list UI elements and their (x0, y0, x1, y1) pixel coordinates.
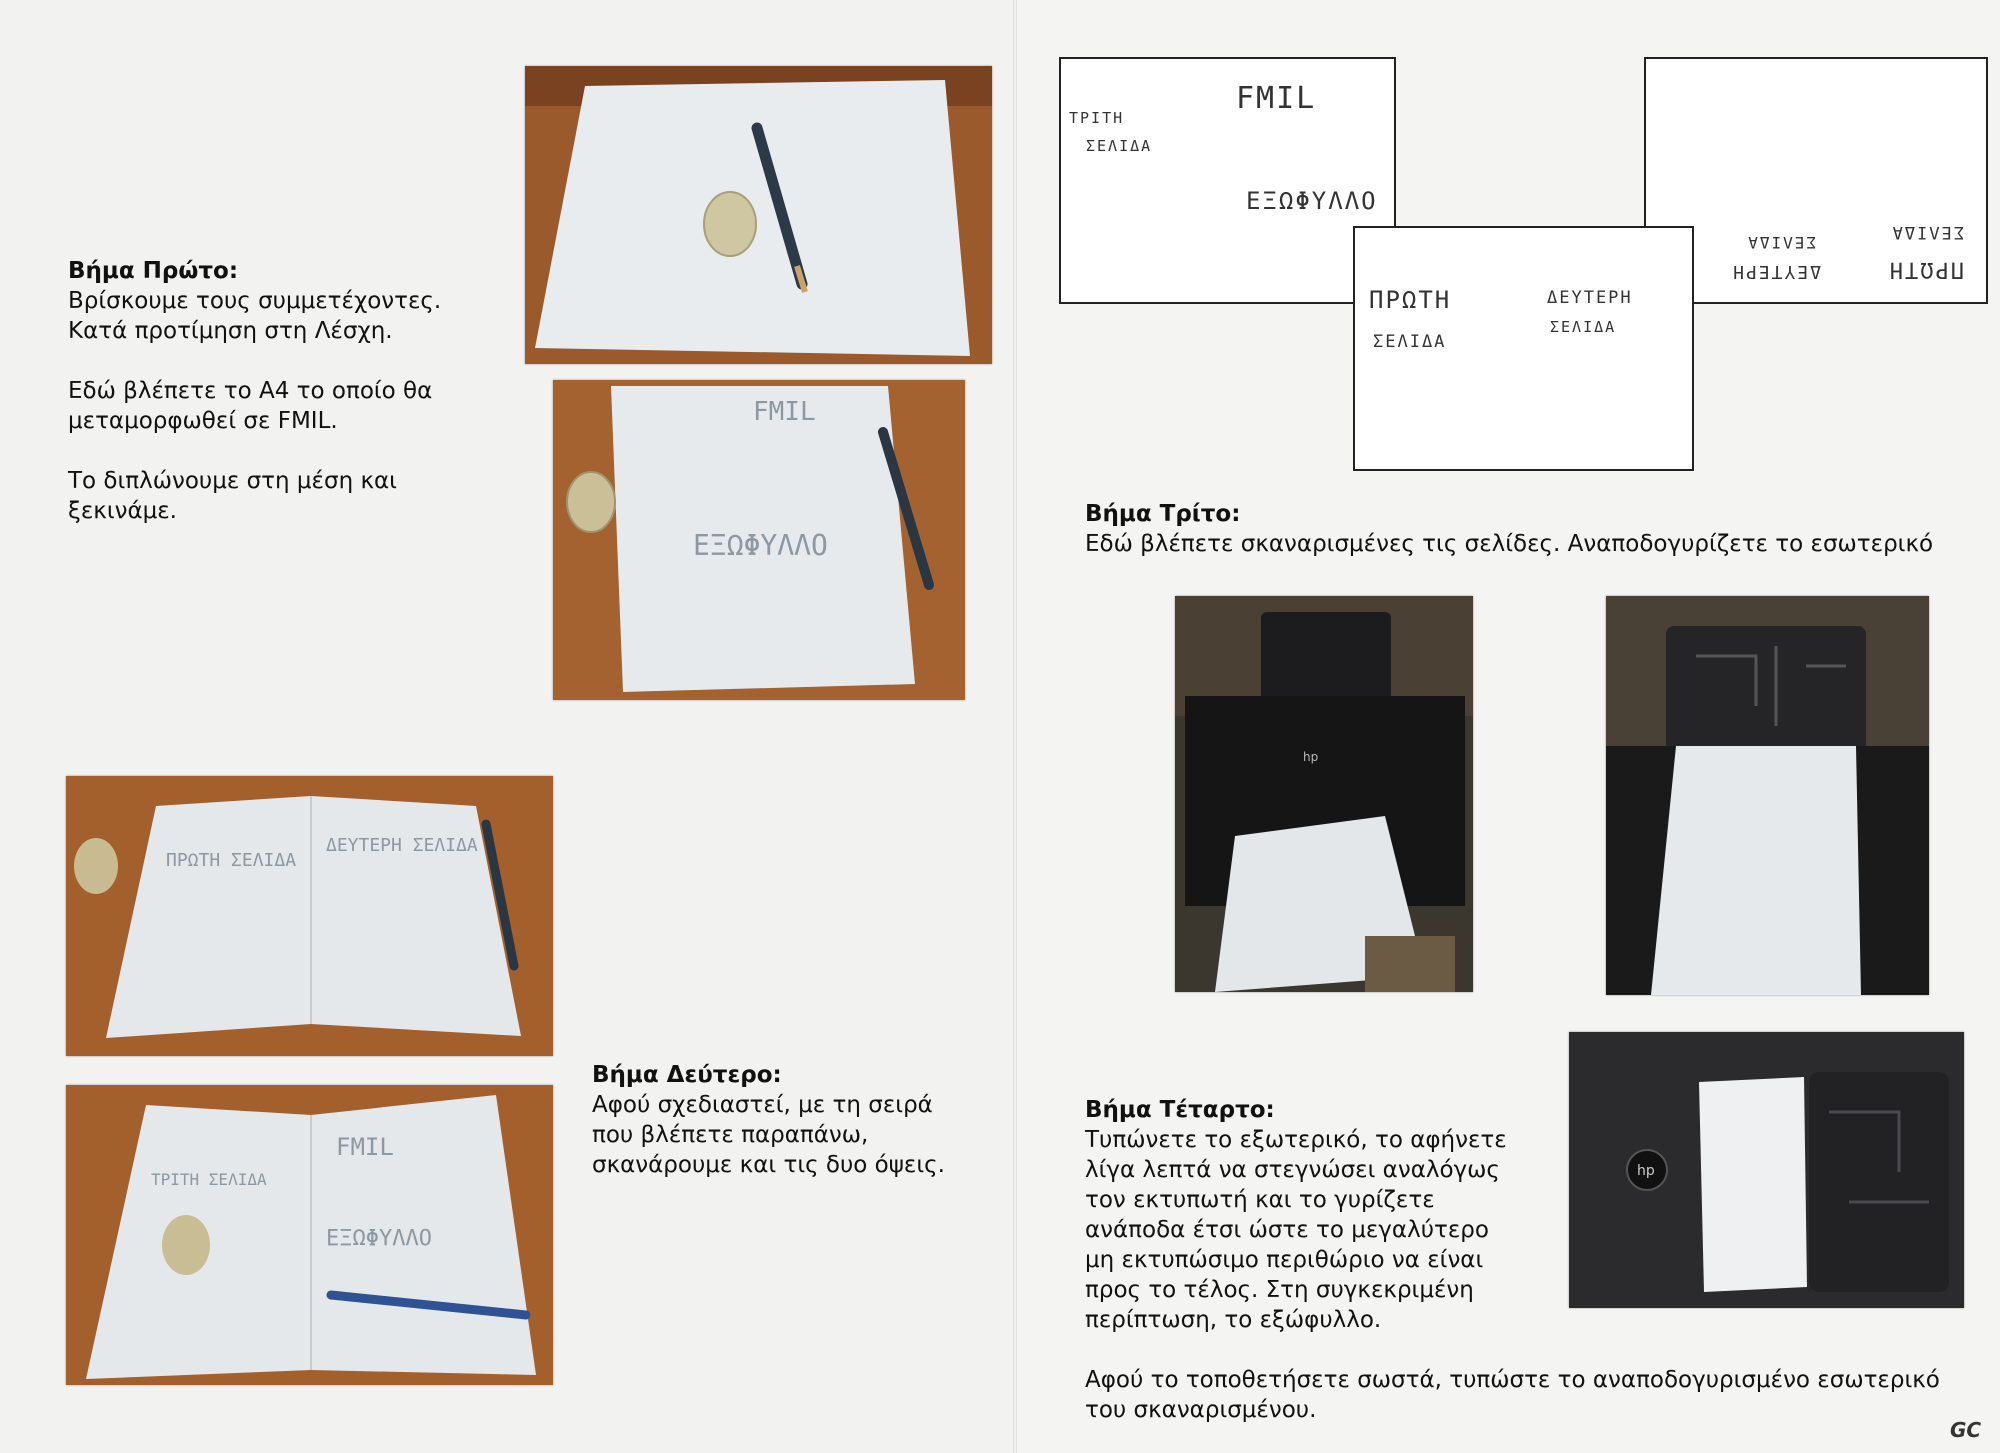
photo4-fmil-label: FMIL (336, 1133, 394, 1161)
scan-inner-first-2: ΣΕΛΙΔΑ (1373, 332, 1447, 352)
page-fold (1013, 0, 1017, 1453)
step1-heading: Βήμα Πρώτο: (68, 258, 239, 284)
step3-heading: Βήμα Τρίτο: (1085, 501, 1241, 527)
photo-printer-outer (1175, 596, 1473, 992)
photo4-third-label: ΤΡΙΤΗ ΣΕΛΙΔΑ (151, 1170, 267, 1189)
step1-text (68, 226, 508, 526)
photo3-second-label: ΔΕΥΤΕΡΗ ΣΕΛΙΔΑ (326, 835, 478, 856)
scan-outer-third-2: ΣΕΛΙΔΑ (1086, 137, 1153, 155)
photo2-fmil-label: FMIL (753, 397, 816, 427)
photo-printer-inner (1606, 596, 1929, 995)
scan-flipped-inner (1644, 57, 1988, 304)
photo-open-pages (66, 776, 553, 1056)
step4-body: Τυπώνετε το εξωτερικό, το αφήνετε λίγα λεπτά να στεγνώσει αναλόγως τον εκτυπωτή και το γυρίζετε ανάποδα έτσι ώστε το μεγαλύτερο μη εκτυπώσιμο περιθώριο να είναι προς το τέλος. Στη συγκεκριμένη περίπτωση, το εξώφυλλο. Αφού το τοποθετήσετε σωστά, τυπώστε το αναποδογυρισμένο εσωτερικό του σκαναρισμένου. (1085, 1127, 1940, 1423)
photo2-cover-label: ΕΞΩΦΥΛΛΟ (693, 529, 828, 562)
step2-text (592, 1030, 1012, 1180)
step4-text (1085, 1065, 1985, 1425)
step3-text (1085, 469, 1985, 559)
scan-outer-side (1059, 57, 1396, 304)
photo-fmil-cover (553, 380, 965, 700)
corner-mark: GC (1950, 1418, 1982, 1442)
photo3-first-label: ΠΡΩΤΗ ΣΕΛΙΔΑ (166, 850, 297, 871)
scan-outer-cover: ΕΞΩΦΥΛΛΟ (1246, 187, 1378, 215)
scan-flipped-first-1: ΠΡΩΤΗ (1887, 257, 1964, 282)
step2-body: Αφού σχεδιαστεί, με τη σειρά που βλέπετε παραπάνω, σκανάρουμε και τις δυο όψεις. (592, 1092, 945, 1178)
scan-inner-second-2: ΣΕΛΙΔΑ (1550, 318, 1617, 336)
printer3-logo: hp (1637, 1163, 1655, 1179)
step2-heading: Βήμα Δεύτερο: (592, 1062, 782, 1088)
step4-heading: Βήμα Τέταρτο: (1085, 1097, 1275, 1123)
scan-inner-second-1: ΔΕΥΤΕΡΗ (1547, 288, 1633, 308)
scan-outer-fmil: FMIL (1236, 81, 1317, 116)
step3-body: Εδώ βλέπετε σκαναρισμένες τις σελίδες. Αναποδογυρίζετε το εσωτερικό (1085, 531, 1934, 557)
scan-inner-first-1: ΠΡΩΤΗ (1369, 286, 1452, 314)
photo-blank-a4 (525, 66, 992, 364)
printer1-logo: hp (1303, 750, 1319, 764)
scan-flipped-second-2: ΣΕΛΙΔΑ (1746, 233, 1816, 252)
photo-back-side (66, 1085, 553, 1385)
photo4-cover-label: ΕΞΩΦΥΛΛΟ (326, 1226, 432, 1251)
step1-body: Βρίσκουμε τους συμμετέχοντες. Κατά προτίμηση στη Λέσχη. Εδώ βλέπετε το Α4 το οποίο θα μεταμορφωθεί σε FMIL. Το διπλώνουμε στη μέση και ξεκινάμε. (68, 288, 442, 524)
scan-flipped-first-2: ΣΕΛΙΔΑ (1890, 222, 1964, 242)
scan-outer-third-1: ΤΡΙΤΗ (1069, 109, 1125, 127)
scan-inner-side (1353, 226, 1694, 471)
scan-flipped-second-1: ΔΕΥΤΕΡΗ (1731, 261, 1821, 282)
